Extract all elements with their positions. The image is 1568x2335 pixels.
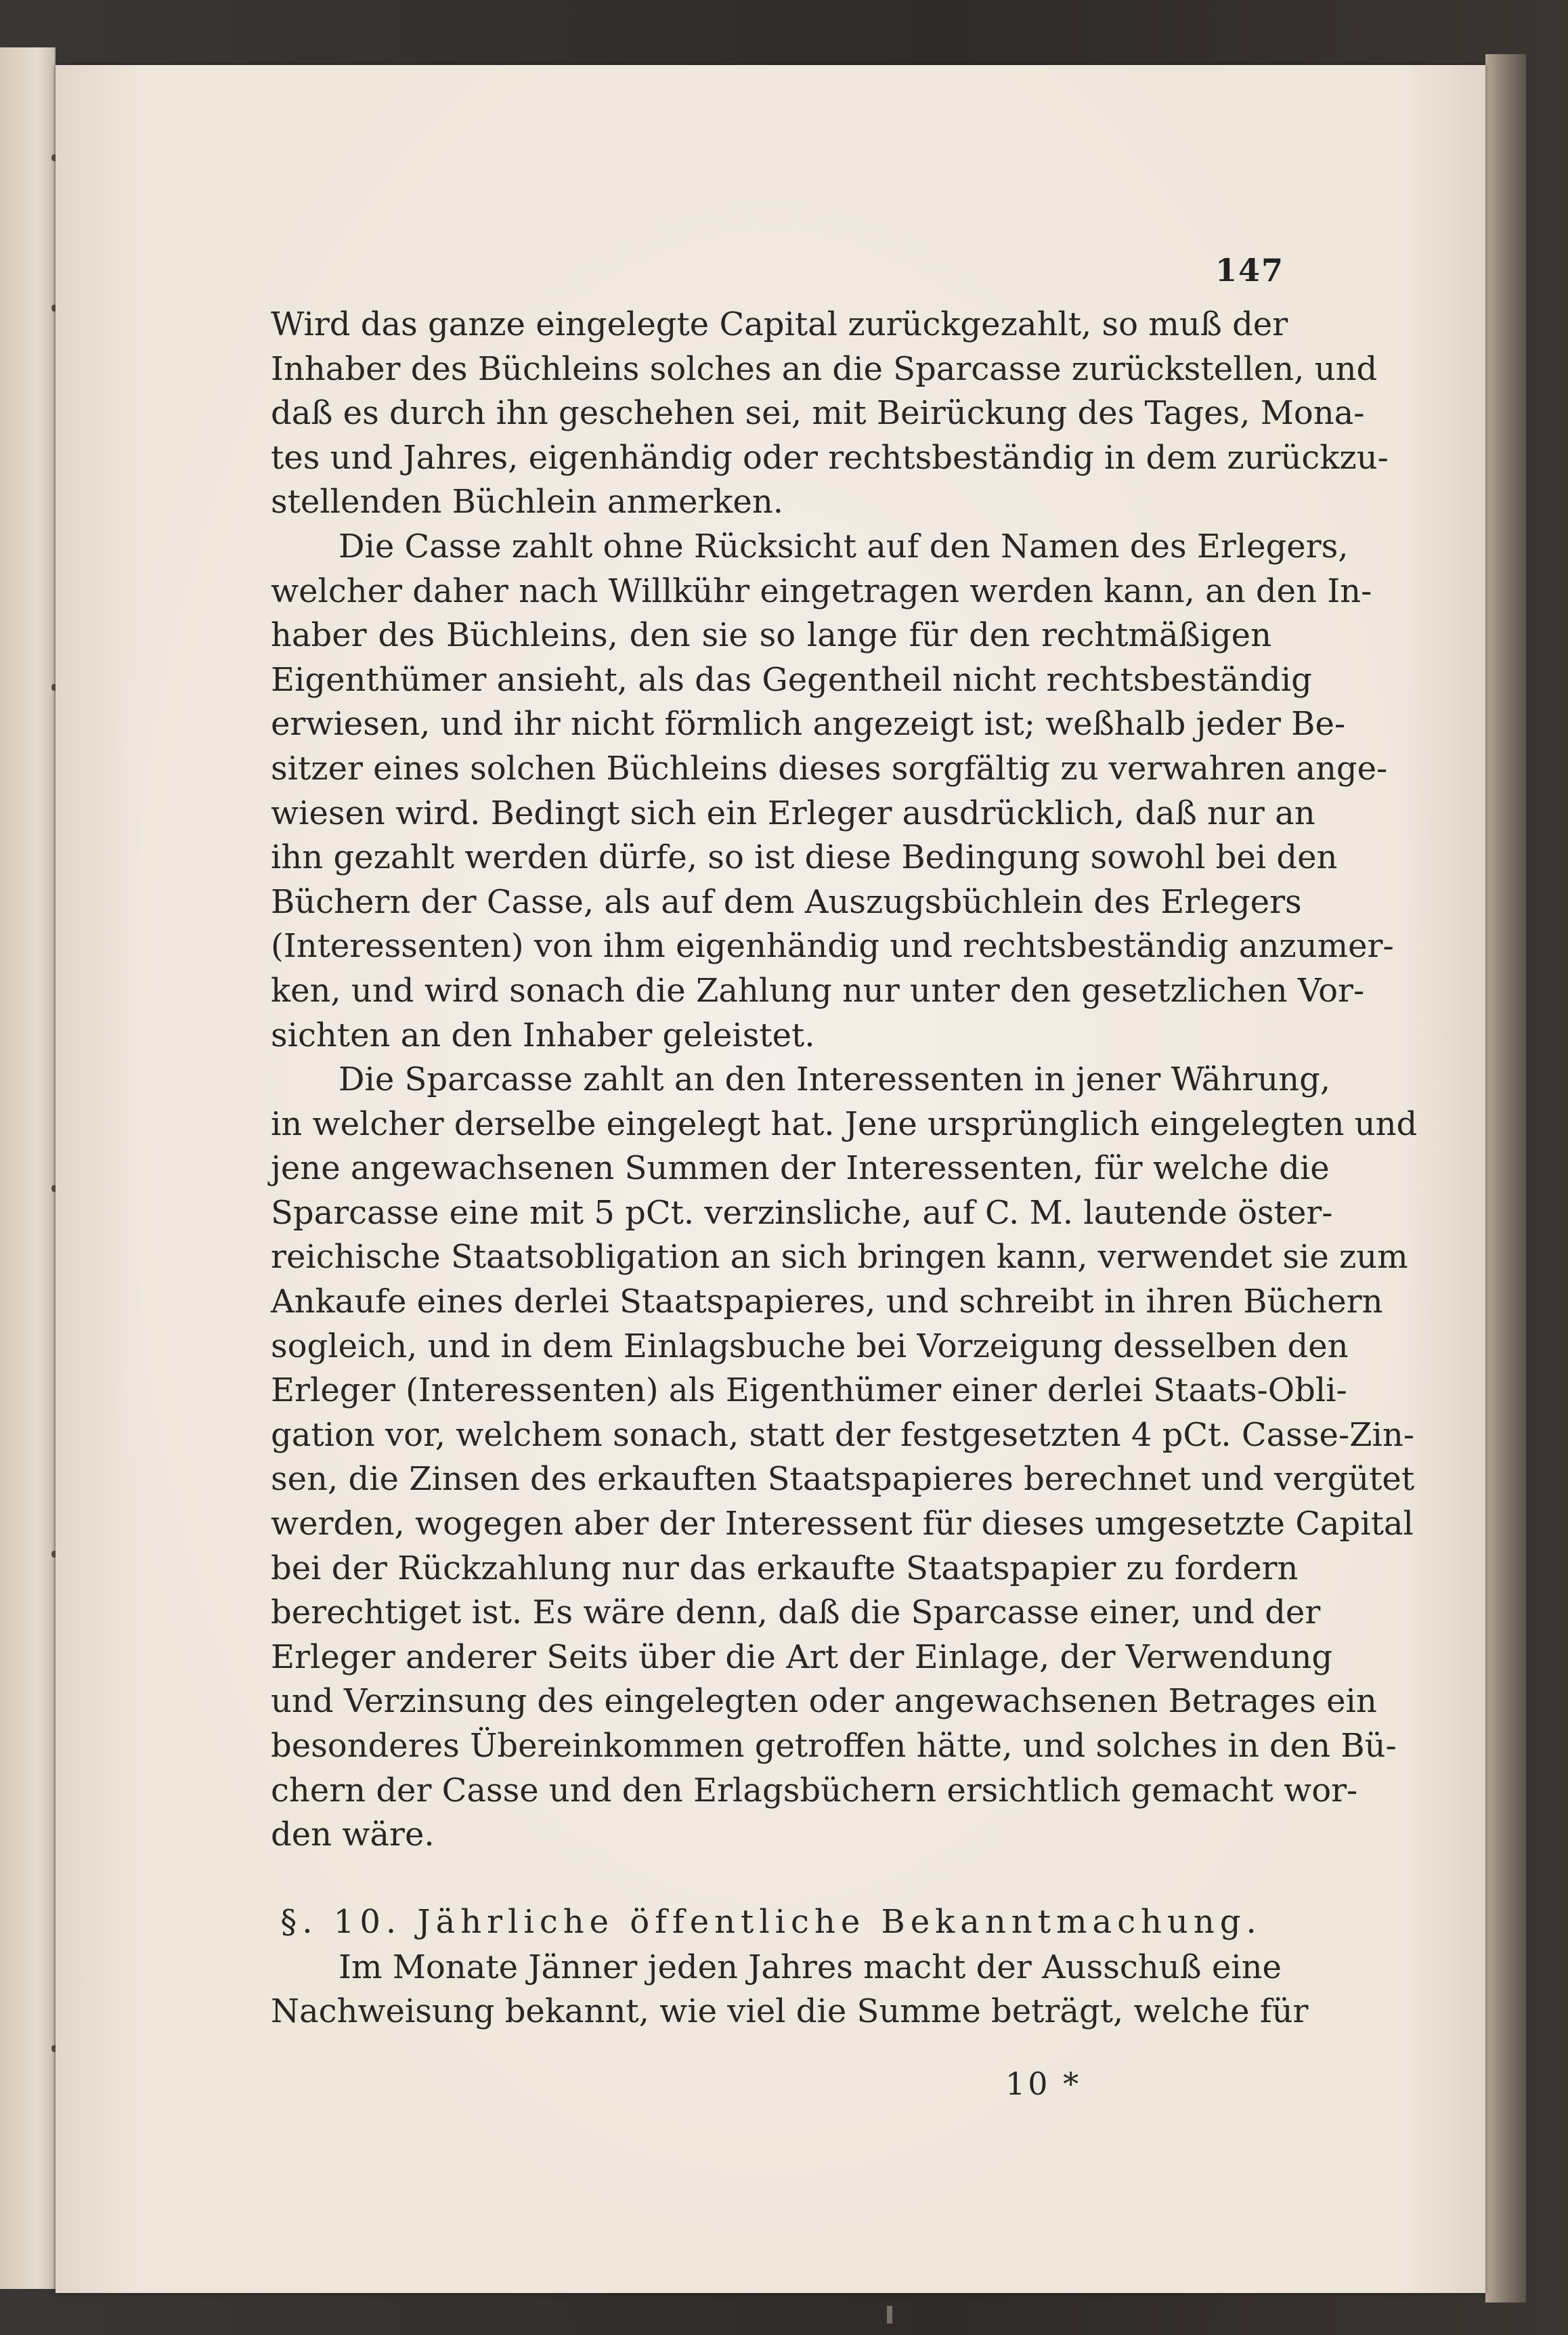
text-line: Die Sparcasse zahlt an den Interessenten in jener Währung, xyxy=(339,1061,1331,1099)
text-line: berechtiget ist. Es wäre denn, daß die Sparcasse einer, und der xyxy=(271,1593,1321,1632)
body-text xyxy=(271,303,1418,2034)
paragraph-3 xyxy=(271,1058,1418,1858)
paragraph-1 xyxy=(271,303,1389,525)
signature-mark: 10 * xyxy=(1005,2065,1082,2102)
text-line: Nachweisung bekannt, wie viel die Summe beträgt, welche für xyxy=(271,1992,1309,2031)
bottom-thread-mark xyxy=(887,2306,892,2323)
text-line: Wird das ganze eingelegte Capital zurückgezahlt, so muß der xyxy=(271,305,1288,343)
text-line: Büchern der Casse, als auf dem Auszugsbüchlein des Erlegers xyxy=(271,882,1302,921)
text-line: jene angewachsenen Summen der Interessenten, für welche die xyxy=(271,1149,1330,1188)
text-line: Ankaufe eines derlei Staatspapieres, und schreibt in ihren Büchern xyxy=(271,1283,1383,1321)
text-line: ihn gezahlt werden dürfe, so ist diese Bedingung sowohl bei den xyxy=(271,838,1338,877)
text-line: Sparcasse eine mit 5 pCt. verzinsliche, auf C. M. lautende öster- xyxy=(271,1193,1333,1232)
section-paragraph xyxy=(271,1946,1309,2034)
text-line: Erleger (Interessenten) als Eigenthümer einer derlei Staats-Obli- xyxy=(271,1371,1347,1410)
text-line: welcher daher nach Willkühr eingetragen werden kann, an den In- xyxy=(271,572,1372,610)
text-line: stellenden Büchlein anmerken. xyxy=(271,483,783,521)
text-line: ken, und wird sonach die Zahlung nur unter den gesetzlichen Vor- xyxy=(271,971,1365,1010)
text-line: (Interessenten) von ihm eigenhändig und rechtsbeständig anzumer- xyxy=(271,927,1394,966)
text-line: besonderes Übereinkommen getroffen hätte, und solches in den Bü- xyxy=(271,1727,1397,1765)
left-page-edge xyxy=(0,47,56,2289)
text-line: reichische Staatsobligation an sich bringen kann, verwendet sie zum xyxy=(271,1238,1408,1277)
text-line: Die Casse zahlt ohne Rücksicht auf den Namen des Erlegers, xyxy=(339,527,1349,565)
text-line: Im Monate Jänner jeden Jahres macht der Ausschuß eine xyxy=(339,1948,1282,1986)
text-line: gation vor, welchem sonach, statt der festgesetzten 4 pCt. Casse-Zin- xyxy=(271,1415,1414,1454)
text-line: daß es durch ihn geschehen sei, mit Beirückung des Tages, Mona- xyxy=(271,394,1365,433)
page-number: 147 xyxy=(1215,252,1285,288)
text-line: Erleger anderer Seits über die Art der Einlage, der Verwendung xyxy=(271,1637,1333,1676)
text-line: den wäre. xyxy=(271,1816,435,1854)
text-line: werden, wogegen aber der Interessent für dieses umgesetzte Capital xyxy=(271,1505,1414,1543)
text-line: haber des Büchleins, den sie so lange für den rechtmäßigen xyxy=(271,616,1271,655)
text-line: bei der Rückzahlung nur das erkaufte Staatspapier zu fordern xyxy=(271,1549,1299,1587)
text-line: erwiesen, und ihr nicht förmlich angezeigt ist; weßhalb jeder Be- xyxy=(271,705,1346,744)
text-line: chern der Casse und den Erlagsbüchern ersichtlich gemacht wor- xyxy=(271,1771,1358,1809)
paragraph-2 xyxy=(271,525,1394,1058)
text-line: wiesen wird. Bedingt sich ein Erleger ausdrücklich, daß nur an xyxy=(271,794,1315,832)
text-line: Inhaber des Büchleins solches an die Sparcasse zurückstellen, und xyxy=(271,349,1378,388)
text-line: sichten an den Inhaber geleistet. xyxy=(271,1016,815,1054)
text-line: in welcher derselbe eingelegt hat. Jene ursprünglich eingelegten und xyxy=(271,1105,1418,1143)
text-line: Eigenthümer ansieht, als das Gegentheil nicht rechtsbeständig xyxy=(271,660,1312,699)
section-heading: §. 10. Jährliche öffentliche Bekanntmachung. xyxy=(280,1902,1262,1941)
text-line: sitzer eines solchen Büchleins dieses sorgfältig zu verwahren ange- xyxy=(271,749,1388,788)
book-page-block-edge xyxy=(1485,54,1526,2302)
text-line: tes und Jahres, eigenhändig oder rechtsbeständig in dem zurückzu- xyxy=(271,438,1389,477)
text-line: und Verzinsung des eingelegten oder angewachsenen Betrages ein xyxy=(271,1682,1377,1721)
section-spacer xyxy=(271,1858,1271,1898)
text-line: sen, die Zinsen des erkauften Staatspapieres berechnet und vergütet xyxy=(271,1460,1415,1499)
text-line: sogleich, und in dem Einlagsbuche bei Vorzeigung desselben den xyxy=(271,1327,1349,1365)
